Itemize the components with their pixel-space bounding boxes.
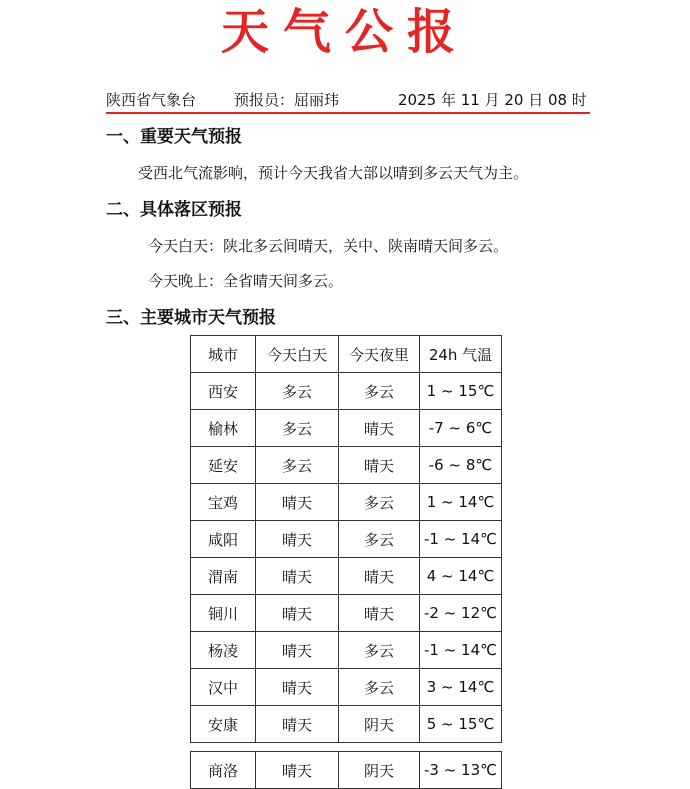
section-heading-important: 一、重要天气预报 (106, 127, 242, 147)
bulletin-meta (106, 90, 590, 114)
city-cell: 延安 (191, 447, 256, 484)
city-cell: 宝鸡 (191, 484, 256, 521)
agency-name: 陕西省气象台 (106, 91, 197, 109)
table-row (191, 558, 502, 595)
temp-cell: 4 ~ 14℃ (420, 558, 502, 595)
day-cell: 多云 (256, 410, 339, 447)
temp-cell: -2 ~ 12℃ (420, 595, 502, 632)
day-cell: 晴天 (256, 595, 339, 632)
day-cell: 晴天 (256, 558, 339, 595)
header-temp: 24h 气温 (420, 336, 502, 373)
bulletin-title: 天气公报 (220, 4, 469, 60)
night-cell: 晴天 (339, 410, 420, 447)
day-cell: 多云 (256, 447, 339, 484)
city-forecast-table (190, 335, 502, 789)
day-cell: 晴天 (256, 484, 339, 521)
header-city: 城市 (191, 336, 256, 373)
city-cell: 商洛 (191, 752, 256, 789)
temp-cell: 1 ~ 14℃ (420, 484, 502, 521)
night-cell: 晴天 (339, 558, 420, 595)
city-cell: 汉中 (191, 669, 256, 706)
table-row (191, 669, 502, 706)
city-cell: 杨凌 (191, 632, 256, 669)
night-cell: 阴天 (339, 706, 420, 743)
day-cell: 晴天 (256, 632, 339, 669)
table-row (191, 373, 502, 410)
day-cell: 晴天 (256, 752, 339, 789)
area-forecast-night: 今天晚上：全省晴天间多云。 (148, 272, 344, 290)
day-cell: 晴天 (256, 669, 339, 706)
temp-cell: 3 ~ 14℃ (420, 669, 502, 706)
day-cell: 晴天 (256, 521, 339, 558)
table-gap (191, 743, 502, 752)
table-row (191, 595, 502, 632)
night-cell: 多云 (339, 669, 420, 706)
table-row (191, 752, 502, 789)
table-row (191, 632, 502, 669)
city-cell: 咸阳 (191, 521, 256, 558)
header-day: 今天白天 (256, 336, 339, 373)
temp-cell: -6 ~ 8℃ (420, 447, 502, 484)
night-cell: 多云 (339, 632, 420, 669)
night-cell: 多云 (339, 484, 420, 521)
temp-cell: 1 ~ 15℃ (420, 373, 502, 410)
area-forecast-day: 今天白天：陕北多云间晴天，关中、陕南晴天间多云。 (148, 237, 509, 255)
section-heading-area: 二、具体落区预报 (106, 200, 242, 220)
night-cell: 多云 (339, 521, 420, 558)
section-heading-cities: 三、主要城市天气预报 (106, 308, 276, 328)
city-cell: 铜川 (191, 595, 256, 632)
night-cell: 阴天 (339, 752, 420, 789)
table-row (191, 447, 502, 484)
header-night: 今天夜里 (339, 336, 420, 373)
temp-cell: -1 ~ 14℃ (420, 521, 502, 558)
table-row (191, 484, 502, 521)
night-cell: 晴天 (339, 447, 420, 484)
day-cell: 晴天 (256, 706, 339, 743)
table-row (191, 521, 502, 558)
table-header-row (191, 336, 502, 373)
temp-cell: -7 ~ 6℃ (420, 410, 502, 447)
temp-cell: 5 ~ 15℃ (420, 706, 502, 743)
forecaster-name: 预报员：屈丽玮 (234, 91, 340, 109)
day-cell: 多云 (256, 373, 339, 410)
issue-datetime: 2025 年 11 月 20 日 08 时 (398, 91, 587, 109)
table-row (191, 410, 502, 447)
important-forecast-text: 受西北气流影响，预计今天我省大部以晴到多云天气为主。 (138, 164, 529, 182)
city-cell: 渭南 (191, 558, 256, 595)
temp-cell: -3 ~ 13℃ (420, 752, 502, 789)
city-cell: 榆林 (191, 410, 256, 447)
night-cell: 晴天 (339, 595, 420, 632)
table-gap-cell (191, 743, 502, 752)
temp-cell: -1 ~ 14℃ (420, 632, 502, 669)
night-cell: 多云 (339, 373, 420, 410)
city-cell: 安康 (191, 706, 256, 743)
city-cell: 西安 (191, 373, 256, 410)
table-row (191, 706, 502, 743)
